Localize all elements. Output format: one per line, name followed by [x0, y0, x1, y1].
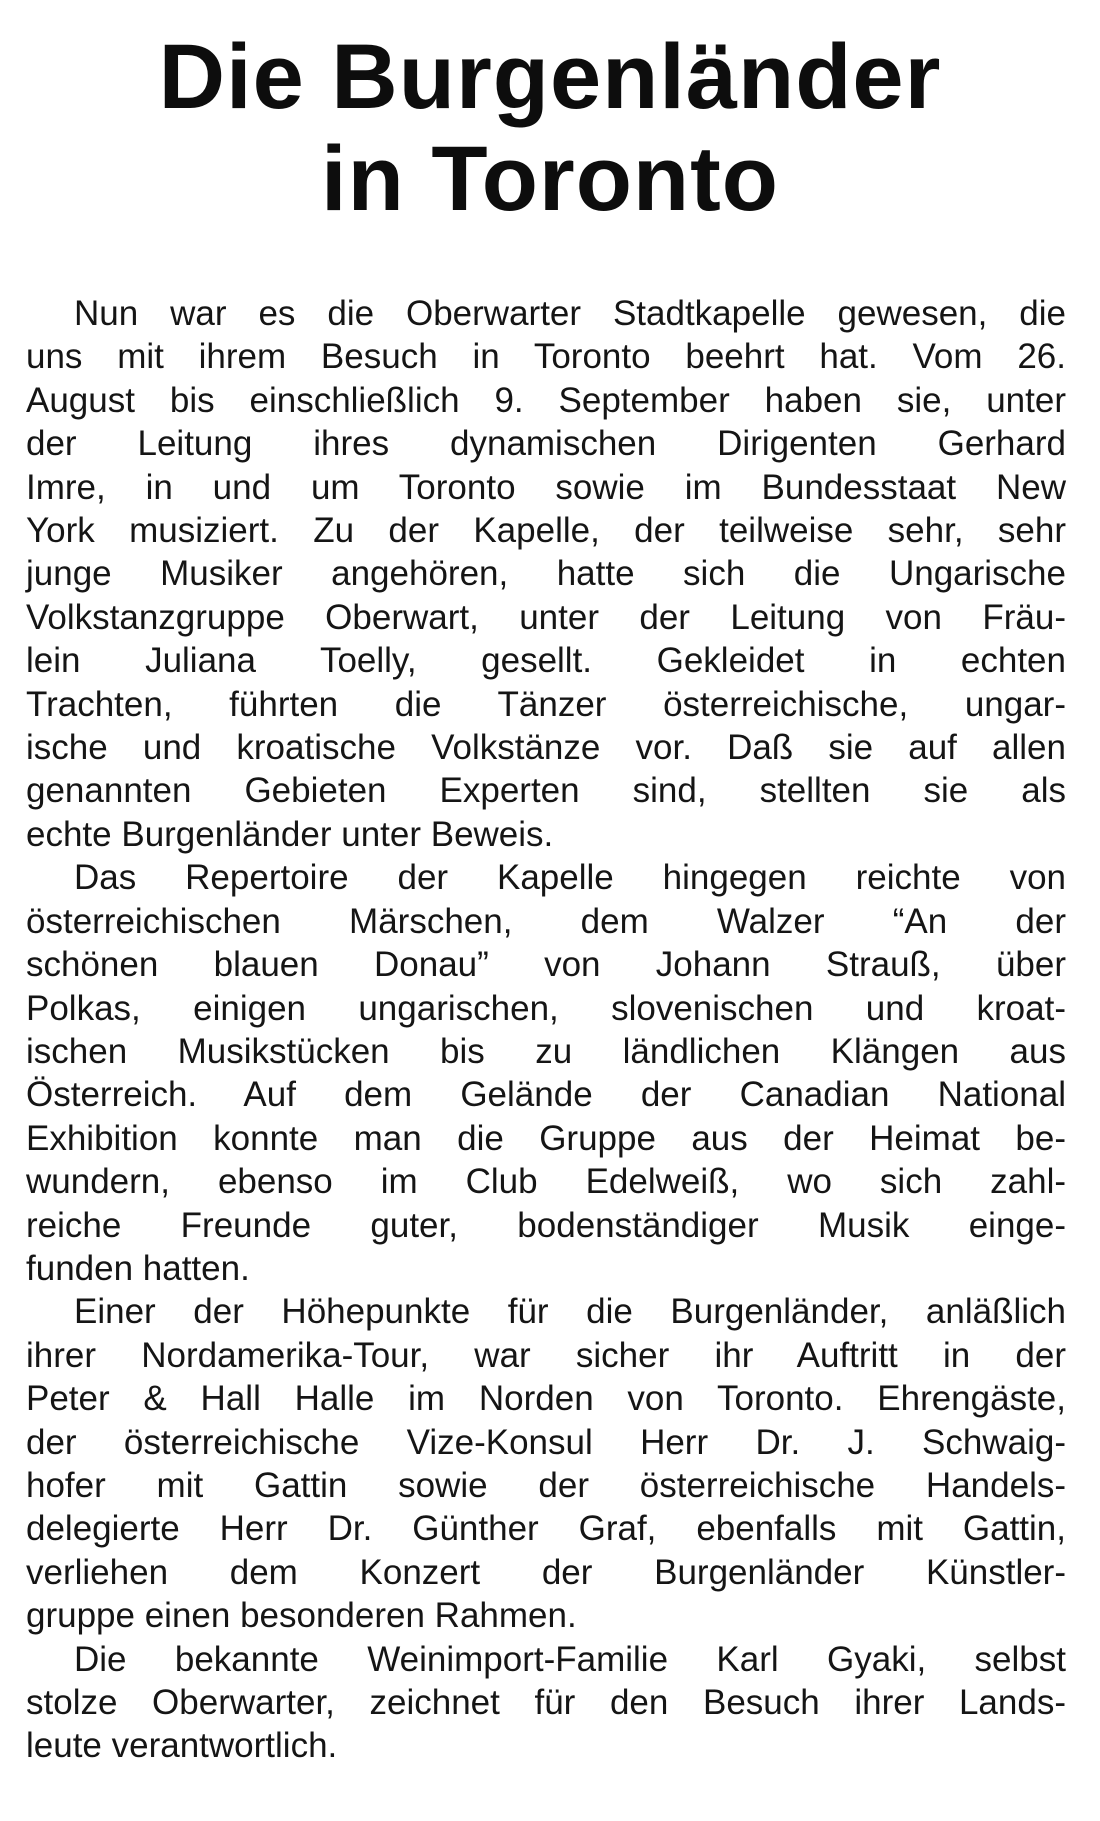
text-line: ischen Musikstücken bis zu ländlichen Klängen aus: [26, 1031, 1066, 1071]
text-line: Imre, in und um Toronto sowie im Bundesstaat New: [26, 467, 1066, 507]
text-line: Exhibition konnte man die Gruppe aus der Heimat be-: [26, 1118, 1066, 1158]
text-line: österreichischen Märschen, dem Walzer “An der: [26, 901, 1066, 941]
text-line: Peter & Hall Halle im Norden von Toronto. Ehrengäste,: [26, 1379, 1066, 1419]
text-line: ische und kroatische Volkstänze vor. Daß sie auf allen: [26, 728, 1066, 768]
text-line: Trachten, führten die Tänzer österreichische, ungar-: [26, 684, 1066, 724]
text-line: Die bekannte Weinimport-Familie Karl Gyaki, selbst: [74, 1639, 1066, 1679]
text-line: August bis einschließlich 9. September haben sie, unter: [26, 380, 1066, 420]
text-line: ihrer Nordamerika-Tour, war sicher ihr Auftritt in der: [26, 1335, 1066, 1375]
text-line: York musiziert. Zu der Kapelle, der teilweise sehr, sehr: [26, 511, 1066, 551]
text-line: gruppe einen besonderen Rahmen.: [26, 1596, 577, 1636]
text-line: Österreich. Auf dem Gelände der Canadian National: [26, 1075, 1066, 1115]
text-line: stolze Oberwarter, zeichnet für den Besuch ihrer Lands-: [26, 1683, 1066, 1722]
headline-line-2: in Toronto: [321, 128, 779, 230]
text-line: Einer der Höhepunkte für die Burgenländer, anläßlich: [74, 1292, 1066, 1332]
text-line: Das Repertoire der Kapelle hingegen reichte von: [74, 858, 1066, 898]
text-line: schönen blauen Donau” von Johann Strauß, über: [26, 945, 1066, 985]
text-line: uns mit ihrem Besuch in Toronto beehrt hat. Vom 26.: [26, 337, 1066, 377]
text-line: Volkstanzgruppe Oberwart, unter der Leitung von Fräu-: [26, 597, 1066, 637]
article-paragraph-3: [26, 1290, 1066, 1637]
text-line: genannten Gebieten Experten sind, stellten sie als: [26, 771, 1066, 811]
text-line: Nun war es die Oberwarter Stadtkapelle gewesen, die: [74, 294, 1066, 333]
text-line: funden hatten.: [26, 1248, 250, 1288]
text-line: der österreichische Vize-Konsul Herr Dr. J. Schwaig-: [26, 1422, 1066, 1462]
text-line: verliehen dem Konzert der Burgenländer Künstler-: [26, 1552, 1066, 1592]
text-line: hofer mit Gattin sowie der österreichische Handels-: [26, 1465, 1066, 1505]
text-line: der Leitung ihres dynamischen Dirigenten Gerhard: [26, 424, 1066, 464]
text-line: Polkas, einigen ungarischen, slovenischen und kroat-: [26, 988, 1066, 1028]
article-paragraph-4: [26, 1638, 1066, 1768]
article-paragraph-1: [26, 292, 1066, 856]
text-line: reiche Freunde guter, bodenständiger Musik einge-: [26, 1205, 1066, 1245]
text-line: junge Musiker angehören, hatte sich die Ungarische: [26, 554, 1066, 594]
article-paragraph-2: [26, 856, 1066, 1290]
text-line: leute verantwortlich.: [26, 1726, 338, 1766]
text-line: echte Burgenländer unter Beweis.: [26, 814, 554, 854]
text-line: lein Juliana Toelly, gesellt. Gekleidet in echten: [26, 641, 1066, 681]
article-body: [26, 292, 1066, 1768]
article-headline: [0, 26, 1100, 230]
text-line: delegierte Herr Dr. Günther Graf, ebenfalls mit Gattin,: [26, 1509, 1066, 1549]
text-line: wundern, ebenso im Club Edelweiß, wo sich zahl-: [26, 1162, 1066, 1202]
headline-line-1: Die Burgenländer: [158, 26, 942, 128]
